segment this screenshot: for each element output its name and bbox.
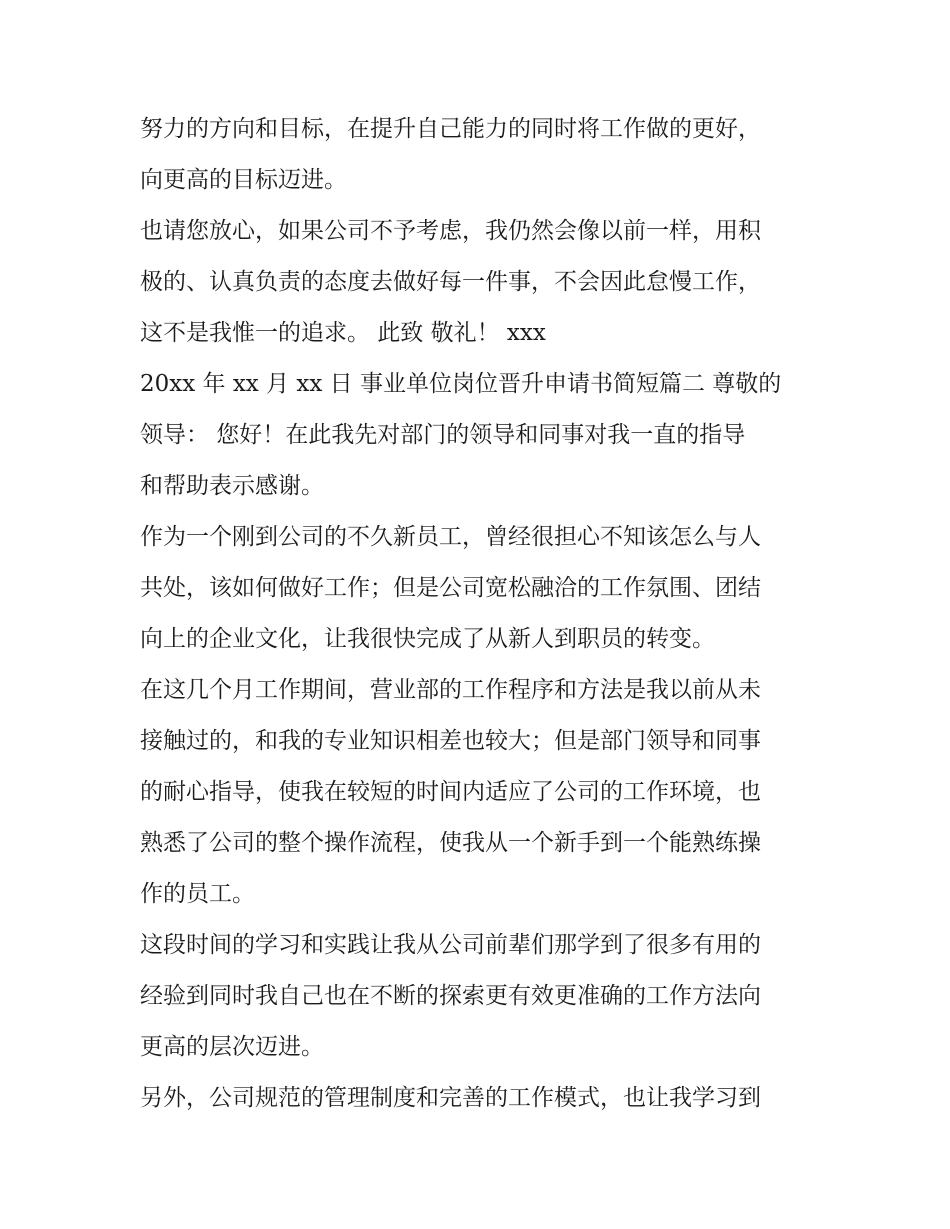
text-line: 这段时间的学习和实践让我从公司前辈们那学到了很多有用的 — [140, 932, 761, 958]
text-line: 共处，该如何做好工作；但是公司宽松融洽的工作氛围、团结 — [140, 575, 761, 601]
text-line: 经验到同时我自己也在不断的探索更有效更准确的工作方法向 — [140, 983, 761, 1009]
text-line: 向更高的目标迈进。 — [140, 167, 347, 193]
text-line: 领导： 您好！在此我先对部门的领导和同事对我一直的指导 — [140, 422, 746, 448]
text-line: 接触过的，和我的专业知识相差也较大；但是部门领导和同事 — [140, 728, 761, 754]
text-line: 熟悉了公司的整个操作流程，使我从一个新手到一个能熟练操 — [140, 830, 761, 856]
text-line: 在这几个月工作期间，营业部的工作程序和方法是我以前从未 — [140, 677, 761, 703]
text-line: 也请您放心，如果公司不予考虑，我仍然会像以前一样，用积 — [140, 218, 761, 244]
text-line: 这不是我惟一的追求。 此致 敬礼！ xxx — [140, 320, 546, 346]
text-line: 的耐心指导，使我在较短的时间内适应了公司的工作环境，也 — [140, 779, 761, 805]
text-line: 努力的方向和目标，在提升自己能力的同时将工作做的更好， — [140, 116, 761, 142]
text-line: 更高的层次迈进。 — [140, 1034, 324, 1060]
text-line: 和帮助表示感谢。 — [140, 473, 324, 499]
text-line: 另外，公司规范的管理制度和完善的工作模式，也让我学习到 — [140, 1085, 761, 1111]
text-line: 作为一个刚到公司的不久新员工，曾经很担心不知该怎么与人 — [140, 524, 761, 550]
document-body — [140, 104, 830, 1124]
text-line: 向上的企业文化，让我很快完成了从新人到职员的转变。 — [140, 626, 715, 652]
text-line: 20xx 年 xx 月 xx 日 事业单位岗位晋升申请书简短篇二 尊敬的 — [140, 371, 782, 397]
text-line: 作的员工。 — [140, 881, 255, 907]
text-line: 极的、认真负责的态度去做好每一件事，不会因此怠慢工作， — [140, 269, 761, 295]
